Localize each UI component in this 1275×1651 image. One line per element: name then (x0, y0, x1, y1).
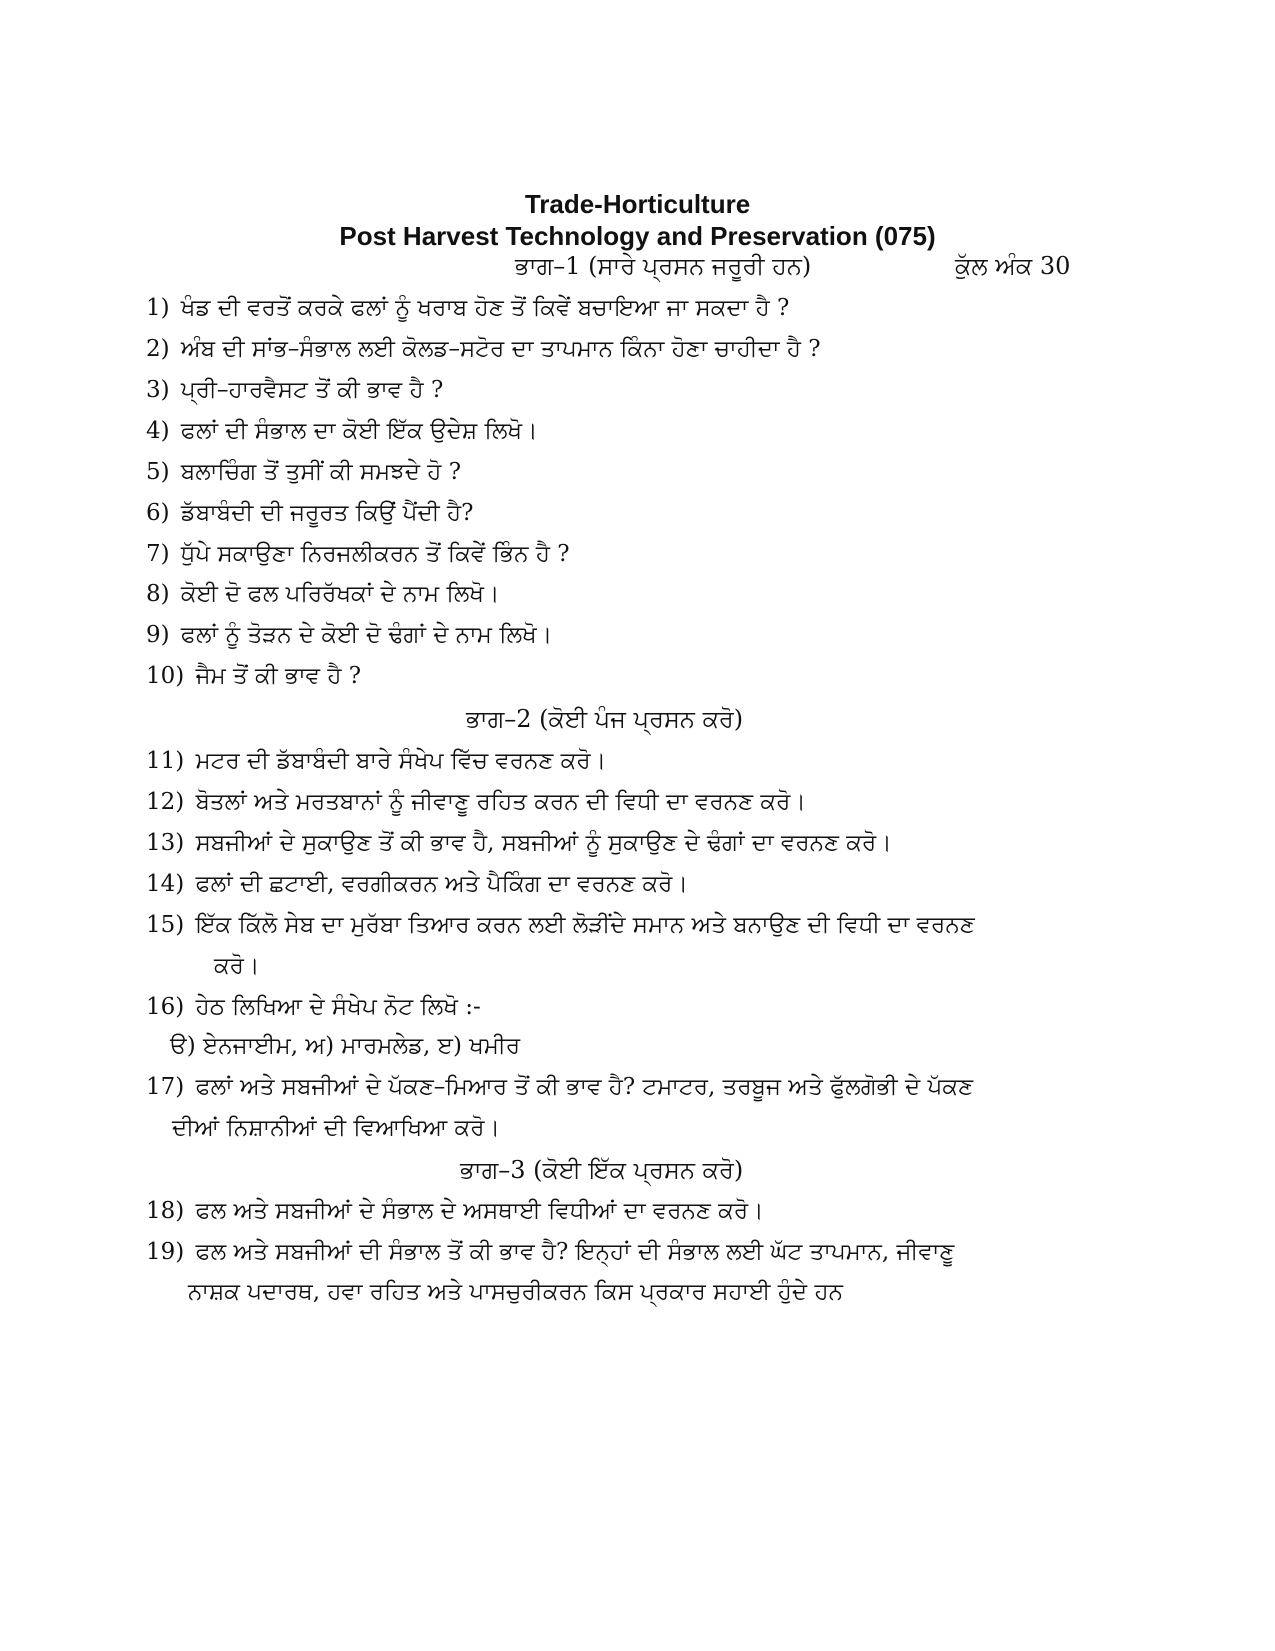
question-1 (146, 292, 789, 324)
part2-heading: ਭਾਗ–2 (ਕੋਈ ਪੰਜ ਪ੍ਰਸਨ ਕਰੋ) (466, 705, 744, 733)
question-text: ਡੱਬਾਬੰਦੀ ਦੀ ਜਰੂਰਤ ਕਿਉਂ ਪੈਂਦੀ ਹੈ? (180, 500, 474, 526)
question-text: ਹੇਠ ਲਿਖਿਆ ਦੇ ਸੰਖੇਪ ਨੋਟ ਲਿਖੋ :- (195, 994, 481, 1020)
question-text: ਫਲਾਂ ਨੂੰ ਤੋੜਨ ਦੇ ਕੋਈ ਦੋ ਢੰਗਾਂ ਦੇ ਨਾਮ ਲਿਖੋ। (180, 622, 553, 648)
question-text: ਮਟਰ ਦੀ ਡੱਬਾਬੰਦੀ ਬਾਰੇ ਸੰਖੇਪ ਵਿੱਚ ਵਰਨਣ ਕਰੋ। (195, 748, 607, 774)
question-number: 17) (146, 1074, 185, 1100)
question-18 (146, 1195, 764, 1227)
question-text: ਧੁੱਪੇ ਸਕਾਉਣਾ ਨਿਰਜਲੀਕਰਨ ਤੋਂ ਕਿਵੇਂ ਭਿੰਨ ਹੈ ? (180, 541, 570, 567)
question-number: 13) (146, 830, 185, 856)
question-text: ਕੋਈ ਦੋ ਫਲ ਪਰਿਰੱਖਕਾਂ ਦੇ ਨਾਮ ਲਿਖੋ। (180, 581, 500, 607)
question-text: ਫਲਾਂ ਅਤੇ ਸਬਜੀਆਂ ਦੇ ਪੱਕਣ–ਮਿਆਰ ਤੋਂ ਕੀ ਭਾਵ ਹੈ? ਟਮਾਟਰ, ਤਰਬੂਜ ਅਤੇ ਫੁੱਲਗੋਭੀ ਦੇ ਪੱਕਣ (195, 1074, 974, 1100)
question-number: 7) (146, 541, 170, 567)
question-number: 10) (146, 663, 185, 689)
question-12 (146, 786, 806, 818)
question-text: ਫਲ ਅਤੇ ਸਬਜੀਆਂ ਦੀ ਸੰਭਾਲ ਤੋਂ ਕੀ ਭਾਵ ਹੈ? ਇਨ੍ਹਾਂ ਦੀ ਸੰਭਾਲ ਲਈ ਘੱਟ ਤਾਪਮਾਨ, ਜੀਵਾਣੂ (195, 1239, 955, 1265)
question-number: 2) (146, 336, 170, 362)
question-19 (146, 1236, 954, 1268)
question-number: 1) (146, 295, 170, 321)
question-7 (146, 538, 570, 570)
question-14 (146, 868, 688, 900)
question-text: ਸਬਜੀਆਂ ਦੇ ਸੁਕਾਉਣ ਤੋਂ ਕੀ ਭਾਵ ਹੈ, ਸਬਜੀਆਂ ਨੂੰ ਸੁਕਾਉਣ ਦੇ ਢੰਗਾਂ ਦਾ ਵਰਨਣ ਕਰੋ। (195, 830, 892, 856)
question-number: 8) (146, 581, 170, 607)
question-13 (146, 827, 892, 859)
question-4 (146, 415, 538, 447)
question-text: ਬੋਤਲਾਂ ਅਤੇ ਮਰਤਬਾਨਾਂ ਨੂੰ ਜੀਵਾਣੂ ਰਹਿਤ ਕਰਨ ਦੀ ਵਿਧੀ ਦਾ ਵਰਨਣ ਕਰੋ। (195, 789, 806, 815)
question-15 (146, 909, 975, 941)
question-text: ਜੈਮ ਤੋਂ ਕੀ ਭਾਵ ਹੈ ? (195, 663, 362, 689)
question-8 (146, 578, 500, 610)
question-17 (146, 1071, 973, 1103)
part1-heading: ਭਾਗ–1 (ਸਾਰੇ ਪ੍ਰਸਨ ਜਰੂਰੀ ਹਨ) (515, 252, 812, 280)
question-number: 14) (146, 871, 185, 897)
question-number: 6) (146, 500, 170, 526)
question-17-continuation: ਦੀਆਂ ਨਿਸ਼ਾਨੀਆਂ ਦੀ ਵਿਆਖਿਆ ਕਰੋ। (172, 1115, 500, 1141)
part3-heading: ਭਾਗ–3 (ਕੋਈ ਇੱਕ ਪ੍ਰਸਨ ਕਰੋ) (460, 1156, 744, 1184)
question-text: ਫਲਾਂ ਦੀ ਛਟਾਈ, ਵਰਗੀਕਰਨ ਅਤੇ ਪੈਕਿੰਗ ਦਾ ਵਰਨਣ ਕਰੋ। (195, 871, 688, 897)
question-text: ਫਲਾਂ ਦੀ ਸੰਭਾਲ ਦਾ ਕੋਈ ਇੱਕ ਉਦੇਸ਼ ਲਿਖੋ। (180, 418, 538, 444)
question-number: 19) (146, 1239, 185, 1265)
question-text: ਫਲ ਅਤੇ ਸਬਜੀਆਂ ਦੇ ਸੰਭਾਲ ਦੇ ਅਸਥਾਈ ਵਿਧੀਆਂ ਦਾ ਵਰਨਣ ਕਰੋ। (195, 1198, 764, 1224)
question-number: 5) (146, 459, 170, 485)
question-5 (146, 456, 461, 488)
question-number: 9) (146, 622, 170, 648)
question-text: ਬਲਾਚਿੰਗ ਤੋਂ ਤੁਸੀਂ ਕੀ ਸਮਝਦੇ ਹੋ ? (180, 459, 462, 485)
question-number: 11) (146, 748, 185, 774)
question-2 (146, 333, 821, 365)
question-text: ਖੰਡ ਦੀ ਵਰਤੋਂ ਕਰਕੇ ਫਲਾਂ ਨੂੰ ਖਰਾਬ ਹੋਣ ਤੋਂ ਕਿਵੇਂ ਬਚਾਇਆ ਜਾ ਸਕਦਾ ਹੈ ? (180, 295, 790, 321)
question-number: 12) (146, 789, 185, 815)
question-number: 15) (146, 912, 185, 938)
subject-title: Post Harvest Technology and Preservation (075) (339, 221, 936, 251)
total-marks: ਕੁੱਲ ਅੰਕ 30 (955, 252, 1071, 280)
question-text: ਅੰਬ ਦੀ ਸਾਂਭ–ਸੰਭਾਲ ਲਈ ਕੋਲਡ–ਸਟੋਰ ਦਾ ਤਾਪਮਾਨ ਕਿੰਨਾ ਹੋਣਾ ਚਾਹੀਦਾ ਹੈ ? (180, 336, 821, 362)
question-11 (146, 745, 606, 777)
question-6 (146, 497, 473, 529)
question-number: 4) (146, 418, 170, 444)
trade-title: Trade-Horticulture (524, 189, 751, 219)
question-number: 3) (146, 377, 170, 403)
question-16-subitems: ੳ) ਏਨਜਾਈਮ, ਅ) ਮਾਰਮਲੇਡ, ੲ) ਖਮੀਰ (170, 1033, 521, 1059)
question-text: ਪ੍ਰੀ–ਹਾਰਵੈਸਟ ਤੋਂ ਕੀ ਭਾਵ ਹੈ ? (180, 377, 444, 403)
question-16 (146, 991, 481, 1023)
question-number: 18) (146, 1198, 185, 1224)
question-10 (146, 660, 361, 692)
question-15-continuation: ਕਰੋ। (214, 953, 260, 979)
question-19-continuation: ਨਾਸ਼ਕ ਪਦਾਰਥ, ਹਵਾ ਰਹਿਤ ਅਤੇ ਪਾਸਚੁਰੀਕਰਨ ਕਿਸ ਪ੍ਰਕਾਰ ਸਹਾਈ ਹੁੰਦੇ ਹਨ (188, 1279, 843, 1305)
question-number: 16) (146, 994, 185, 1020)
question-text: ਇੱਕ ਕਿੱਲੋ ਸੇਬ ਦਾ ਮੁਰੱਬਾ ਤਿਆਰ ਕਰਨ ਲਈ ਲੋੜੀਂਦੇ ਸਮਾਨ ਅਤੇ ਬਨਾਉਣ ਦੀ ਵਿਧੀ ਦਾ ਵਰਨਣ (195, 912, 975, 938)
question-9 (146, 619, 552, 651)
question-3 (146, 374, 443, 406)
